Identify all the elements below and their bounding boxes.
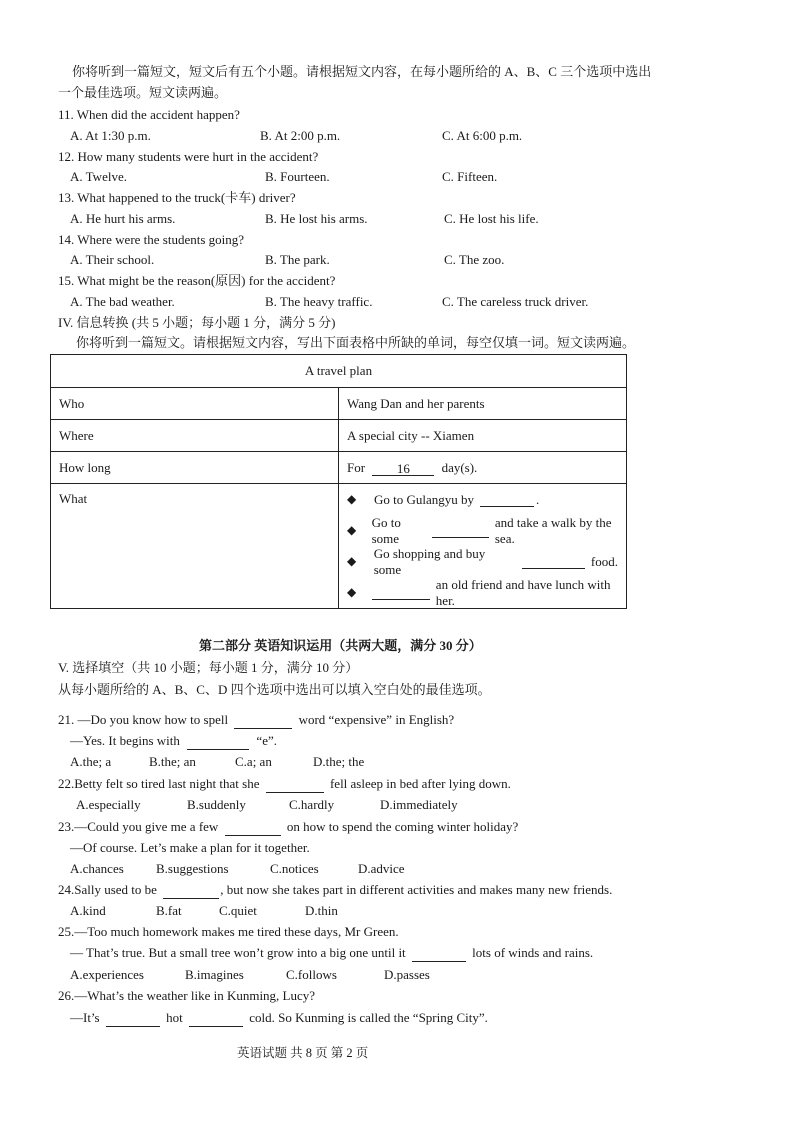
what-item: [347, 515, 618, 546]
what-list: [339, 484, 627, 609]
question-text-part: — That’s true. But a small tree won’t grow into a big one until it: [70, 945, 406, 960]
question-text: 14. Where were the students going?: [58, 232, 245, 247]
what-item: [347, 484, 618, 515]
option-c: C. The zoo.: [444, 252, 505, 267]
instruction-line: 你将听到一篇短文，短文后有五个小题。请根据短文内容，在每小题所给的 A、B、C 三个选项中选出: [72, 64, 652, 79]
answer-blank[interactable]: [372, 585, 429, 600]
option-d: D.advice: [358, 861, 405, 876]
question-text: 12. How many students were hurt in the accident?: [58, 149, 319, 164]
section-heading: V. 选择填空（共 10 小题；每小题 1 分，满分 10 分）: [58, 660, 359, 675]
option-a: A. He hurt his arms.: [70, 211, 176, 226]
option-c: C.notices: [270, 861, 319, 876]
what-item-pre: Go to some: [371, 514, 401, 546]
how-long-suffix: day(s).: [441, 459, 478, 475]
option-b: B. At 2:00 p.m.: [260, 128, 341, 143]
option-b: B. The heavy traffic.: [265, 294, 373, 309]
question-text-part: on how to spend the coming winter holiday?: [286, 819, 519, 834]
what-item-post: an old friend and have lunch with her.: [435, 576, 611, 608]
question-text-part: fell asleep in bed after lying down.: [329, 776, 511, 791]
question-text-part: , but now she takes part in different activities and makes many new friends.: [220, 882, 613, 897]
answer-blank[interactable]: [432, 523, 488, 538]
option-c: C. He lost his life.: [444, 211, 539, 226]
row-label: How long: [51, 452, 339, 484]
option-a: A.experiences: [70, 967, 144, 982]
diamond-bullet-icon: ◆: [347, 554, 357, 568]
row-value: [339, 452, 627, 484]
answer-blank[interactable]: [522, 554, 585, 569]
row-value: A special city -- Xiamen: [339, 420, 627, 452]
question-text-part: hot: [166, 1010, 183, 1025]
answer-blank[interactable]: [225, 821, 281, 836]
question-text-part: —It’s: [70, 1010, 100, 1025]
row-label: Where: [51, 420, 339, 452]
what-item-post: and take a walk by the sea.: [494, 514, 612, 546]
answer-blank[interactable]: [106, 1012, 160, 1027]
answer-blank[interactable]: [187, 735, 249, 750]
option-a: A. At 1:30 p.m.: [70, 128, 151, 143]
option-a: A.chances: [70, 861, 124, 876]
row-value: Wang Dan and her parents: [339, 388, 627, 420]
question-text: [70, 944, 593, 962]
option-c: C. At 6:00 p.m.: [442, 128, 523, 143]
question-text: 15. What might be the reason(原因) for the accident?: [58, 273, 336, 288]
diamond-bullet-icon: ◆: [347, 523, 357, 537]
section-instruction: 从每小题所给的 A、B、C、D 四个选项中选出可以填入空白处的最佳选项。: [58, 682, 491, 697]
answer-blank[interactable]: [234, 714, 292, 729]
option-d: D.the; the: [313, 754, 365, 769]
question-text-part: cold. So Kunming is called the “Spring City”.: [249, 1010, 488, 1025]
option-b: B. He lost his arms.: [265, 211, 368, 226]
option-b: B. Fourteen.: [265, 169, 330, 184]
question-text-part: 22.Betty felt so tired last night that she: [58, 776, 260, 791]
part-heading: 第二部分 英语知识运用（共两大题，满分 30 分）: [199, 638, 482, 653]
option-b: B.fat: [156, 903, 182, 918]
option-c: C. The careless truck driver.: [442, 294, 589, 309]
option-b: B.suddenly: [187, 797, 246, 812]
question-text-part: lots of winds and rains.: [472, 945, 594, 960]
question-text: 25.—Too much homework makes me tired these days, Mr Green.: [58, 924, 399, 939]
instruction-line: 一个最佳选项。短文读两遍。: [58, 85, 228, 100]
option-b: B.the; an: [149, 754, 196, 769]
question-text-part: “e”.: [256, 733, 277, 748]
question-text: 13. What happened to the truck(卡车) driver?: [58, 190, 296, 205]
answer-blank[interactable]: [480, 492, 534, 507]
option-c: C.follows: [286, 967, 337, 982]
answer-blank[interactable]: [266, 778, 324, 793]
option-c: C. Fifteen.: [442, 169, 498, 184]
section-heading: IV. 信息转换 (共 5 小题；每小题 1 分，满分 5 分): [58, 315, 336, 330]
question-text-part: —Yes. It begins with: [70, 733, 180, 748]
question-text: [58, 881, 612, 899]
what-item-pre: Go to Gulangyu by: [374, 491, 475, 507]
question-text: [70, 1009, 488, 1027]
answer-blank[interactable]: [412, 947, 466, 962]
table-title: A travel plan: [51, 355, 627, 388]
question-text: [58, 818, 518, 836]
question-text-part: word “expensive” in English?: [298, 712, 455, 727]
option-d: D.immediately: [380, 797, 458, 812]
what-item-pre: Go shopping and buy some: [373, 545, 486, 577]
diamond-bullet-icon: ◆: [347, 585, 357, 599]
option-a: A.especially: [76, 797, 141, 812]
what-item: [347, 546, 618, 577]
option-b: B.suggestions: [156, 861, 229, 876]
row-label: What: [51, 484, 339, 609]
question-text-part: 24.Sally used to be: [58, 882, 157, 897]
answer-blank[interactable]: [163, 884, 219, 899]
row-label: Who: [51, 388, 339, 420]
option-c: C.quiet: [219, 903, 257, 918]
question-text: 11. When did the accident happen?: [58, 107, 240, 122]
what-item-post: food.: [590, 553, 618, 569]
option-d: D.thin: [305, 903, 338, 918]
question-text: 26.—What’s the weather like in Kunming, Lucy?: [58, 988, 316, 1003]
question-text-part: 23.—Could you give me a few: [58, 819, 219, 834]
section-instruction: 你将听到一篇短文。请根据短文内容，写出下面表格中所缺的单词，每空仅填一词。短文读两遍。: [76, 335, 636, 350]
how-long-answer: 16: [372, 461, 434, 476]
option-c: C.hardly: [289, 797, 335, 812]
question-text: —Of course. Let’s make a plan for it together.: [70, 840, 310, 855]
option-a: A.the; a: [70, 754, 112, 769]
question-text: [58, 775, 511, 793]
option-a: A. Their school.: [70, 252, 155, 267]
option-a: A. Twelve.: [70, 169, 127, 184]
question-text: [70, 732, 277, 750]
answer-blank[interactable]: [189, 1012, 243, 1027]
option-d: D.passes: [384, 967, 430, 982]
what-item: [347, 577, 618, 608]
how-long-prefix: For: [347, 459, 366, 475]
option-b: B.imagines: [185, 967, 244, 982]
option-c: C.a; an: [235, 754, 272, 769]
question-text: [58, 711, 454, 729]
question-text-part: 21. —Do you know how to spell: [58, 712, 229, 727]
option-a: A. The bad weather.: [70, 294, 175, 309]
diamond-bullet-icon: ◆: [347, 492, 357, 506]
option-a: A.kind: [70, 903, 106, 918]
travel-plan-table: [50, 354, 627, 609]
page-footer: 英语试题 共 8 页 第 2 页: [237, 1046, 369, 1060]
what-item-post: .: [536, 491, 540, 507]
option-b: B. The park.: [265, 252, 330, 267]
